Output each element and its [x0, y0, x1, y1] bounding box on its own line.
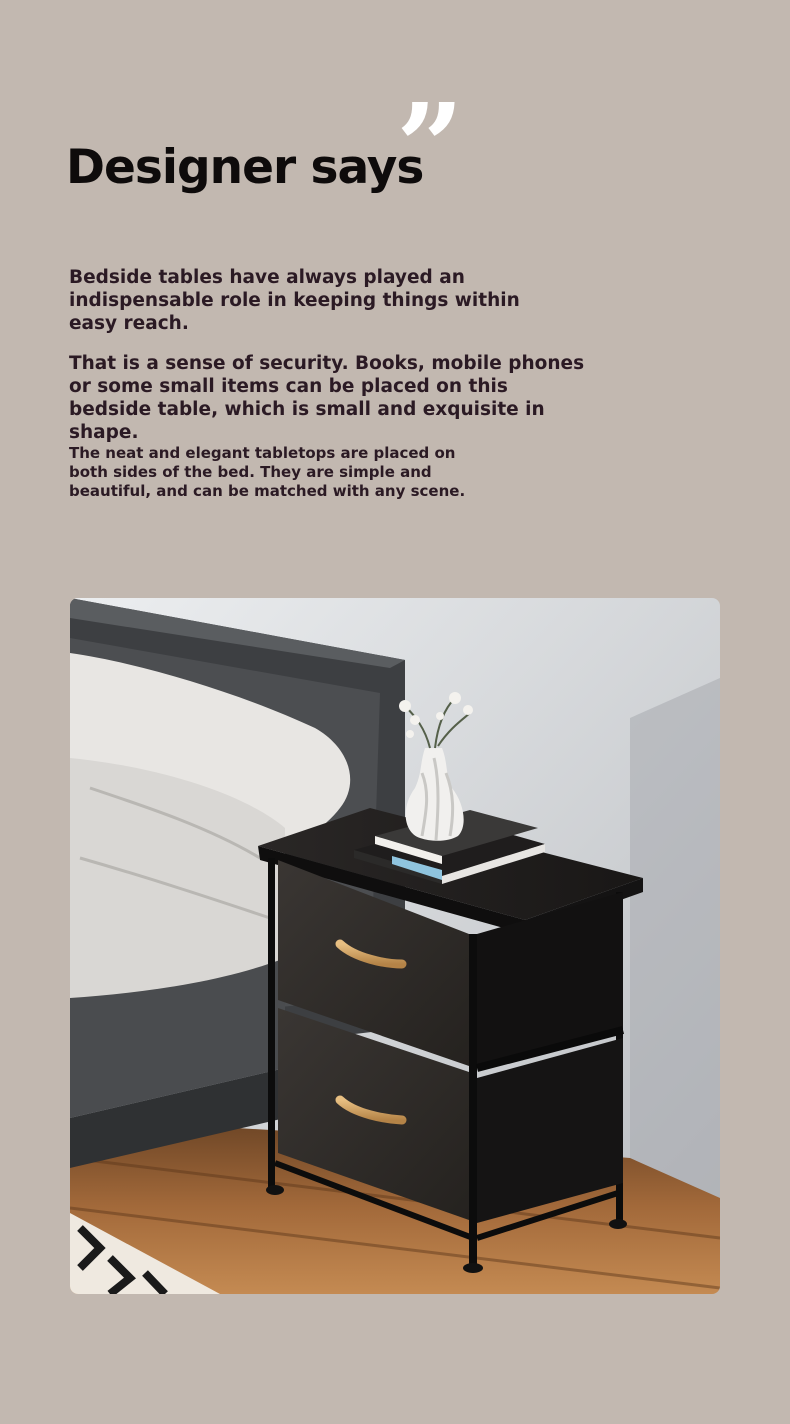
nightstand-leg	[268, 858, 275, 1188]
product-photo	[70, 598, 720, 1294]
elegance-paragraph: The neat and elegant tabletops are placed on both sides of the bed. They are simple and beautiful, and can be matched with any scene.	[69, 444, 466, 500]
quote-mark-icon: ”	[396, 77, 464, 216]
security-paragraph: That is a sense of security. Books, mobile phones or some small items can be placed on this bedside table, which is small and exquisite in shape.	[69, 353, 585, 443]
page-title: Designer says	[66, 140, 424, 195]
intro-paragraph: Bedside tables have always played an indispensable role in keeping things within easy reach.	[69, 267, 520, 334]
